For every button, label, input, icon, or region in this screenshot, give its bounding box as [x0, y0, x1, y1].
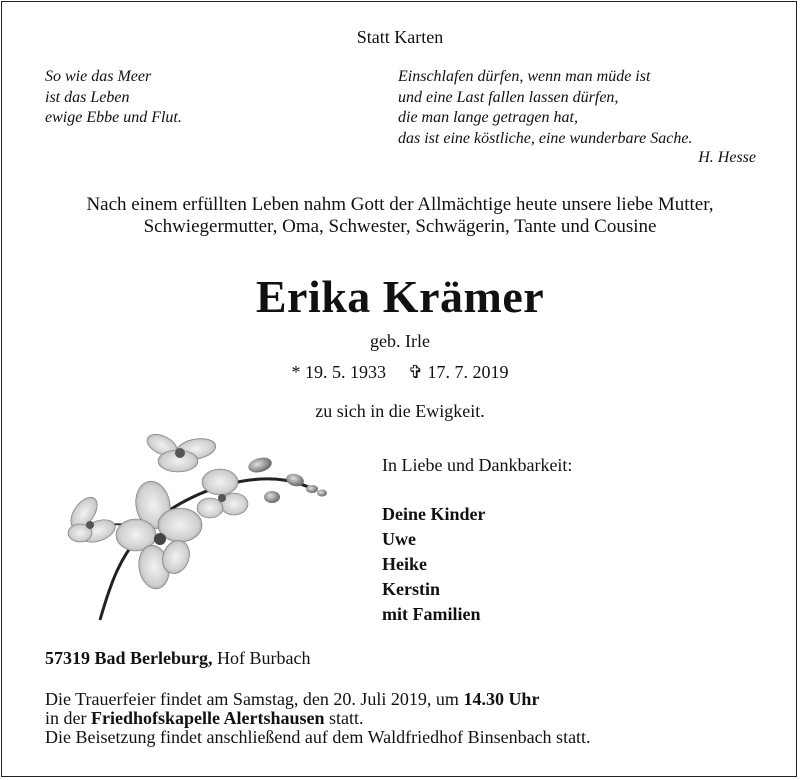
- death-date: 17. 7. 2019: [427, 362, 509, 382]
- poem-right-line: Einschlafen dürfen, wenn man müde ist: [398, 68, 651, 85]
- mourners-intro: In Liebe und Dankbarkeit:: [382, 455, 573, 475]
- poem-right-line: das ist eine köstliche, eine wunderbare Sache.: [398, 129, 693, 147]
- funeral-info: [45, 690, 591, 747]
- funeral-text: statt.: [324, 708, 364, 728]
- funeral-line-2: [45, 709, 591, 728]
- mourner-line: Heike: [382, 554, 427, 574]
- poem-right-line: die man lange getragen hat,: [398, 109, 578, 126]
- poem-right-line: und eine Last fallen lassen dürfen,: [398, 88, 619, 106]
- poem-left-line: So wie das Meer: [45, 68, 152, 85]
- mourner-line: Uwe: [382, 529, 416, 549]
- eternity-text: zu sich in die Ewigkeit.: [315, 401, 485, 421]
- address: [45, 648, 311, 669]
- maiden-name: geb. Irle: [370, 331, 430, 351]
- mourners-list: [382, 502, 486, 627]
- funeral-time: 14.30 Uhr: [463, 689, 540, 709]
- funeral-line-3: Die Beisetzung findet anschließend auf dem Waldfriedhof Binsenbach statt.: [45, 727, 591, 747]
- poem-left-line: ewige Ebbe und Flut.: [45, 109, 182, 126]
- address-city: 57319 Bad Berleburg,: [45, 648, 213, 668]
- poem-left-line: ist das Leben: [45, 88, 130, 106]
- funeral-line-1: [45, 690, 591, 709]
- poem-right: [398, 67, 692, 149]
- intro-text: [0, 194, 800, 238]
- funeral-text: in der: [45, 708, 91, 728]
- mourner-line: mit Familien: [382, 604, 481, 624]
- cross-icon: ✞: [407, 362, 424, 382]
- poem-left: [45, 67, 182, 129]
- header-title: Statt Karten: [356, 27, 444, 47]
- deceased-name: Erika Krämer: [255, 271, 545, 322]
- birth-date: * 19. 5. 1933: [291, 362, 386, 382]
- address-rest: Hof Burbach: [212, 648, 311, 668]
- mourner-line: Kerstin: [382, 579, 440, 599]
- poem-author: H. Hesse: [698, 149, 756, 166]
- mourner-line: Deine Kinder: [382, 504, 486, 524]
- funeral-location: Friedhofskapelle Alertshausen: [90, 708, 325, 728]
- life-dates: [0, 362, 800, 383]
- intro-line-2: Schwiegermutter, Oma, Schwester, Schwägerin, Tante und Cousine: [143, 216, 657, 237]
- orchid-icon: [60, 425, 330, 625]
- intro-line-1: Nach einem erfüllten Leben nahm Gott der Allmächtige heute unsere liebe Mutter,: [86, 194, 714, 215]
- funeral-text: Die Trauerfeier findet am Samstag, den 20. Juli 2019, um: [45, 689, 464, 709]
